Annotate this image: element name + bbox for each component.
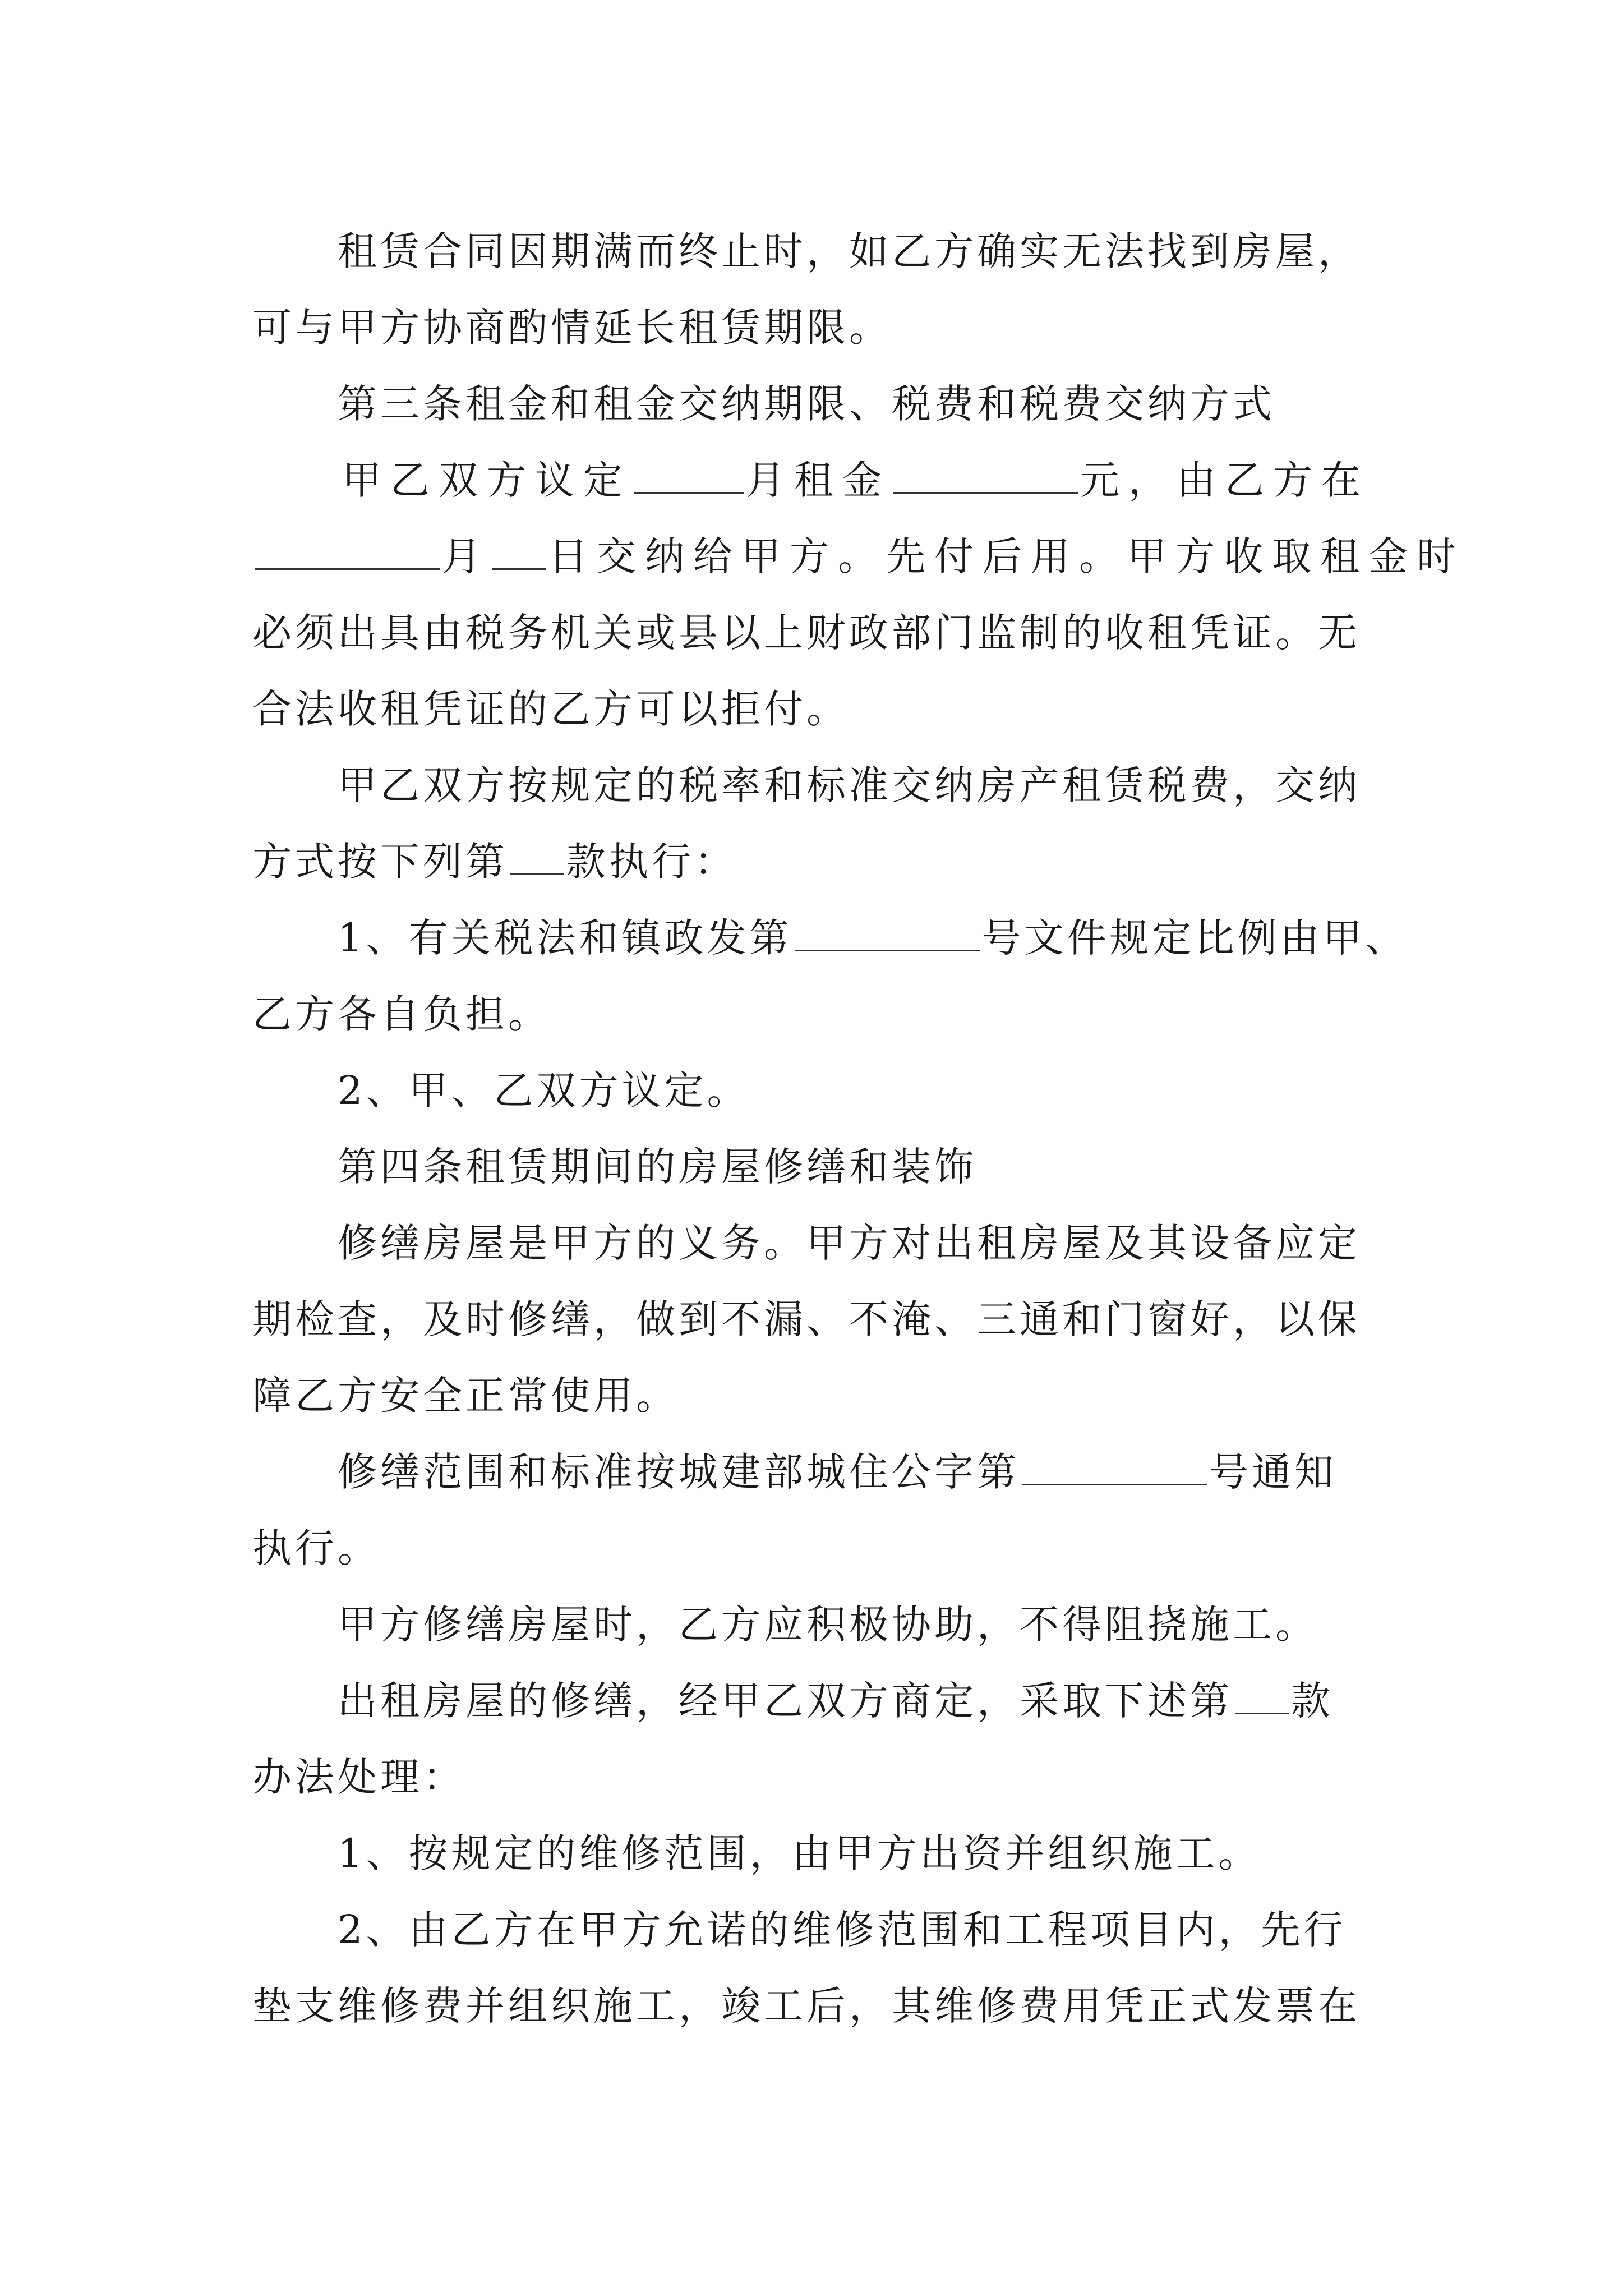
paragraph-line	[252, 1663, 1374, 1739]
text-segment: 修缮范围和标准按城建部城住公字第	[338, 1449, 1020, 1495]
text-segment: 款	[1291, 1678, 1334, 1724]
text-segment: 号通知	[1209, 1449, 1337, 1495]
text-segment: 甲乙双方议定	[342, 457, 631, 503]
list-item	[252, 900, 1408, 976]
list-item: 1、按规定的维修范围，由甲方出资并组织施工。	[338, 1830, 1261, 1876]
text-segment: 1、有关税法和镇政发第	[338, 915, 792, 961]
list-item: 2、甲、乙双方议定。	[338, 1068, 750, 1114]
paragraph-line: 修缮房屋是甲方的义务。甲方对出租房屋及其设备应定	[338, 1220, 1361, 1266]
paragraph-line: 合法收租凭证的乙方可以拒付。	[252, 686, 849, 732]
fill-in-blank	[634, 459, 744, 494]
paragraph-line: 甲方修缮房屋时，乙方应积极协助，不得阻挠施工。	[338, 1602, 1318, 1648]
text-segment: 出租房屋的修缮，经甲乙双方商定，采取下述第	[338, 1678, 1233, 1724]
text-segment: 元，由乙方在	[1080, 457, 1370, 503]
paragraph-line: 期检查，及时修缮，做到不漏、不淹、三通和门窗好，以保	[252, 1296, 1361, 1342]
fill-in-blank	[795, 917, 980, 951]
text-segment: 月	[442, 533, 490, 579]
text-segment: 款执行：	[566, 839, 737, 885]
text-segment: 方式按下列第	[252, 839, 508, 885]
text-segment: 日交纳给甲方。先付后用。甲方收取租金时	[548, 533, 1465, 579]
paragraph-line: 乙方各自负担。	[252, 991, 551, 1037]
paragraph-line: 甲乙双方按规定的税率和标准交纳房产租赁税费，交纳	[338, 762, 1361, 808]
paragraph-line	[252, 823, 1374, 900]
article-3-heading: 第三条租金和租金交纳期限、税费和税费交纳方式	[338, 381, 1275, 427]
text-segment: 月租金	[746, 457, 891, 503]
fill-in-blank	[1022, 1451, 1207, 1485]
paragraph-line: 障乙方安全正常使用。	[252, 1373, 679, 1419]
paragraph-line: 垫支维修费并组织施工，竣工后，其维修费用凭正式发票在	[252, 1983, 1361, 2029]
document-body	[252, 213, 1465, 2044]
paragraph-line: 执行。	[252, 1525, 380, 1571]
article-4-heading: 第四条租赁期间的房屋修缮和装饰	[338, 1144, 977, 1190]
text-segment: 号文件规定比例由甲、	[981, 915, 1408, 961]
paragraph-line	[252, 442, 1374, 518]
list-item: 2、由乙方在甲方允诺的维修范围和工程项目内，先行	[338, 1907, 1347, 1953]
fill-in-blank	[1235, 1680, 1289, 1714]
fill-in-blank	[255, 536, 440, 570]
fill-in-blank	[893, 459, 1078, 494]
paragraph-line: 租赁合同因期满而终止时，如乙方确实无法找到房屋，	[338, 228, 1361, 274]
fill-in-blank	[492, 536, 546, 570]
paragraph-line	[252, 518, 1465, 595]
paragraph-line: 办法处理：	[252, 1754, 465, 1800]
paragraph-line: 可与甲方协商酌情延长租赁期限。	[252, 305, 892, 351]
paragraph-line: 必须出具由税务机关或县以上财政部门监制的收租凭证。无	[252, 610, 1361, 656]
paragraph-line	[252, 1434, 1374, 1510]
fill-in-blank	[510, 841, 564, 875]
